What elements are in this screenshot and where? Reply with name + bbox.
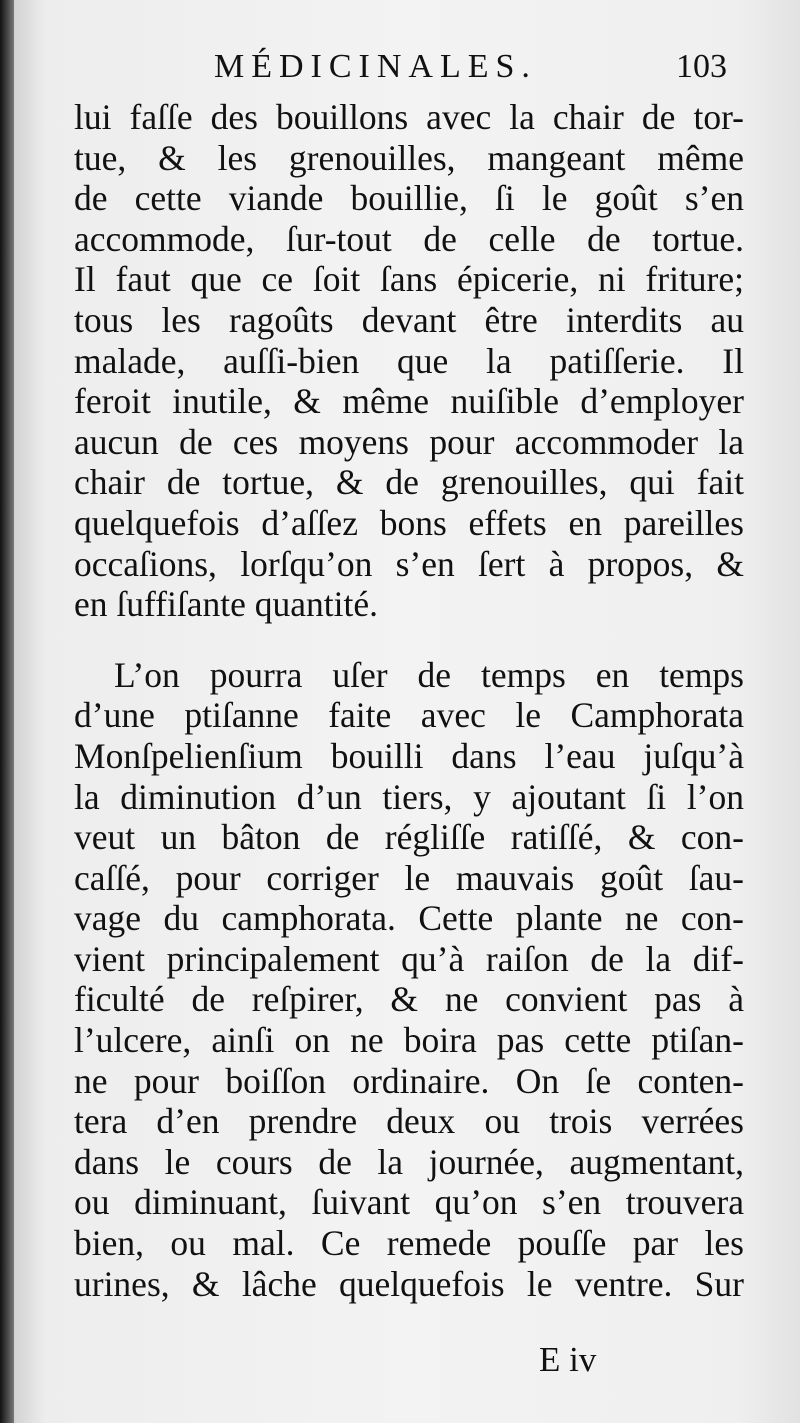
text-line: veut un bâton de régliſſe ratiſſé, & con- [74,817,744,858]
text-line: ne pour boiſſon ordinaire. On ſe conten- [74,1060,744,1101]
text-line: malade, auſſi-bien que la patiſſerie. Il [74,340,744,381]
text-line: ou diminuant, ſuivant qu’on s’en trouvera [74,1182,744,1223]
text-line: feroit inutile, & même nuiſible d’employer [74,381,744,422]
text-line: urines, & lâche quelquefois le ventre. Sur [74,1263,744,1304]
page-header [14,48,800,88]
running-title: MÉDICINALES. [214,48,537,85]
text-line: bien, ou mal. Ce remede pouſſe par les [74,1223,744,1264]
text-line: lui faſſe des bouillons avec la chair de tor- [74,97,744,137]
signature-mark: E iv [539,1340,597,1379]
text-line: occaſions, lorſqu’on s’en ſert à propos, & [74,543,744,584]
text-line: dans le cours de la journée, augmentant, [74,1141,744,1182]
text-line: d’une ptiſanne faite avec le Camphorata [74,695,744,736]
book-page [14,0,800,1423]
text-line: tous les ragoûts devant être interdits au [74,299,744,340]
text-line: la diminution d’un tiers, y ajoutant ſi l’on [74,776,744,817]
page-binding-edge [0,0,14,1423]
text-line: L’on pourra uſer de temps en temps [114,654,744,695]
text-line: ficulté de reſpirer, & ne convient pas à [74,979,744,1020]
text-line: vage du camphorata. Cette plante ne con- [74,898,744,939]
text-line: accommode, ſur-tout de celle de tortue. [74,218,744,259]
text-line: caſſé, pour corriger le mauvais goût ſau- [74,857,744,898]
text-line: tue, & les grenouilles, mangeant même [74,137,744,178]
text-line: chair de tortue, & de grenouilles, qui fait [74,462,744,503]
text-line: l’ulcere, ainſi on ne boira pas cette ptiſan- [74,1020,744,1061]
text-line: Il faut que ce ſoit ſans épicerie, ni friture; [74,259,744,300]
paragraph-2 [74,655,744,1305]
text-line: quelquefois d’aſſez bons effets en pareilles [74,502,744,543]
text-line: vient principalement qu’à raiſon de la dif- [74,938,744,979]
text-line: de cette viande bouillie, ſi le goût s’en [74,178,744,219]
page-number: 103 [676,48,727,85]
text-line: aucun de ces moyens pour accommoder la [74,421,744,462]
text-line: tera d’en prendre deux ou trois verrées [74,1101,744,1142]
paragraph-gap [74,625,744,655]
paragraph-1 [74,97,744,625]
text-line: Monſpelienſium bouilli dans l’eau juſqu’à [74,735,744,776]
text-line: en ſuffiſante quantité. [74,584,378,625]
body-text [74,97,744,1304]
